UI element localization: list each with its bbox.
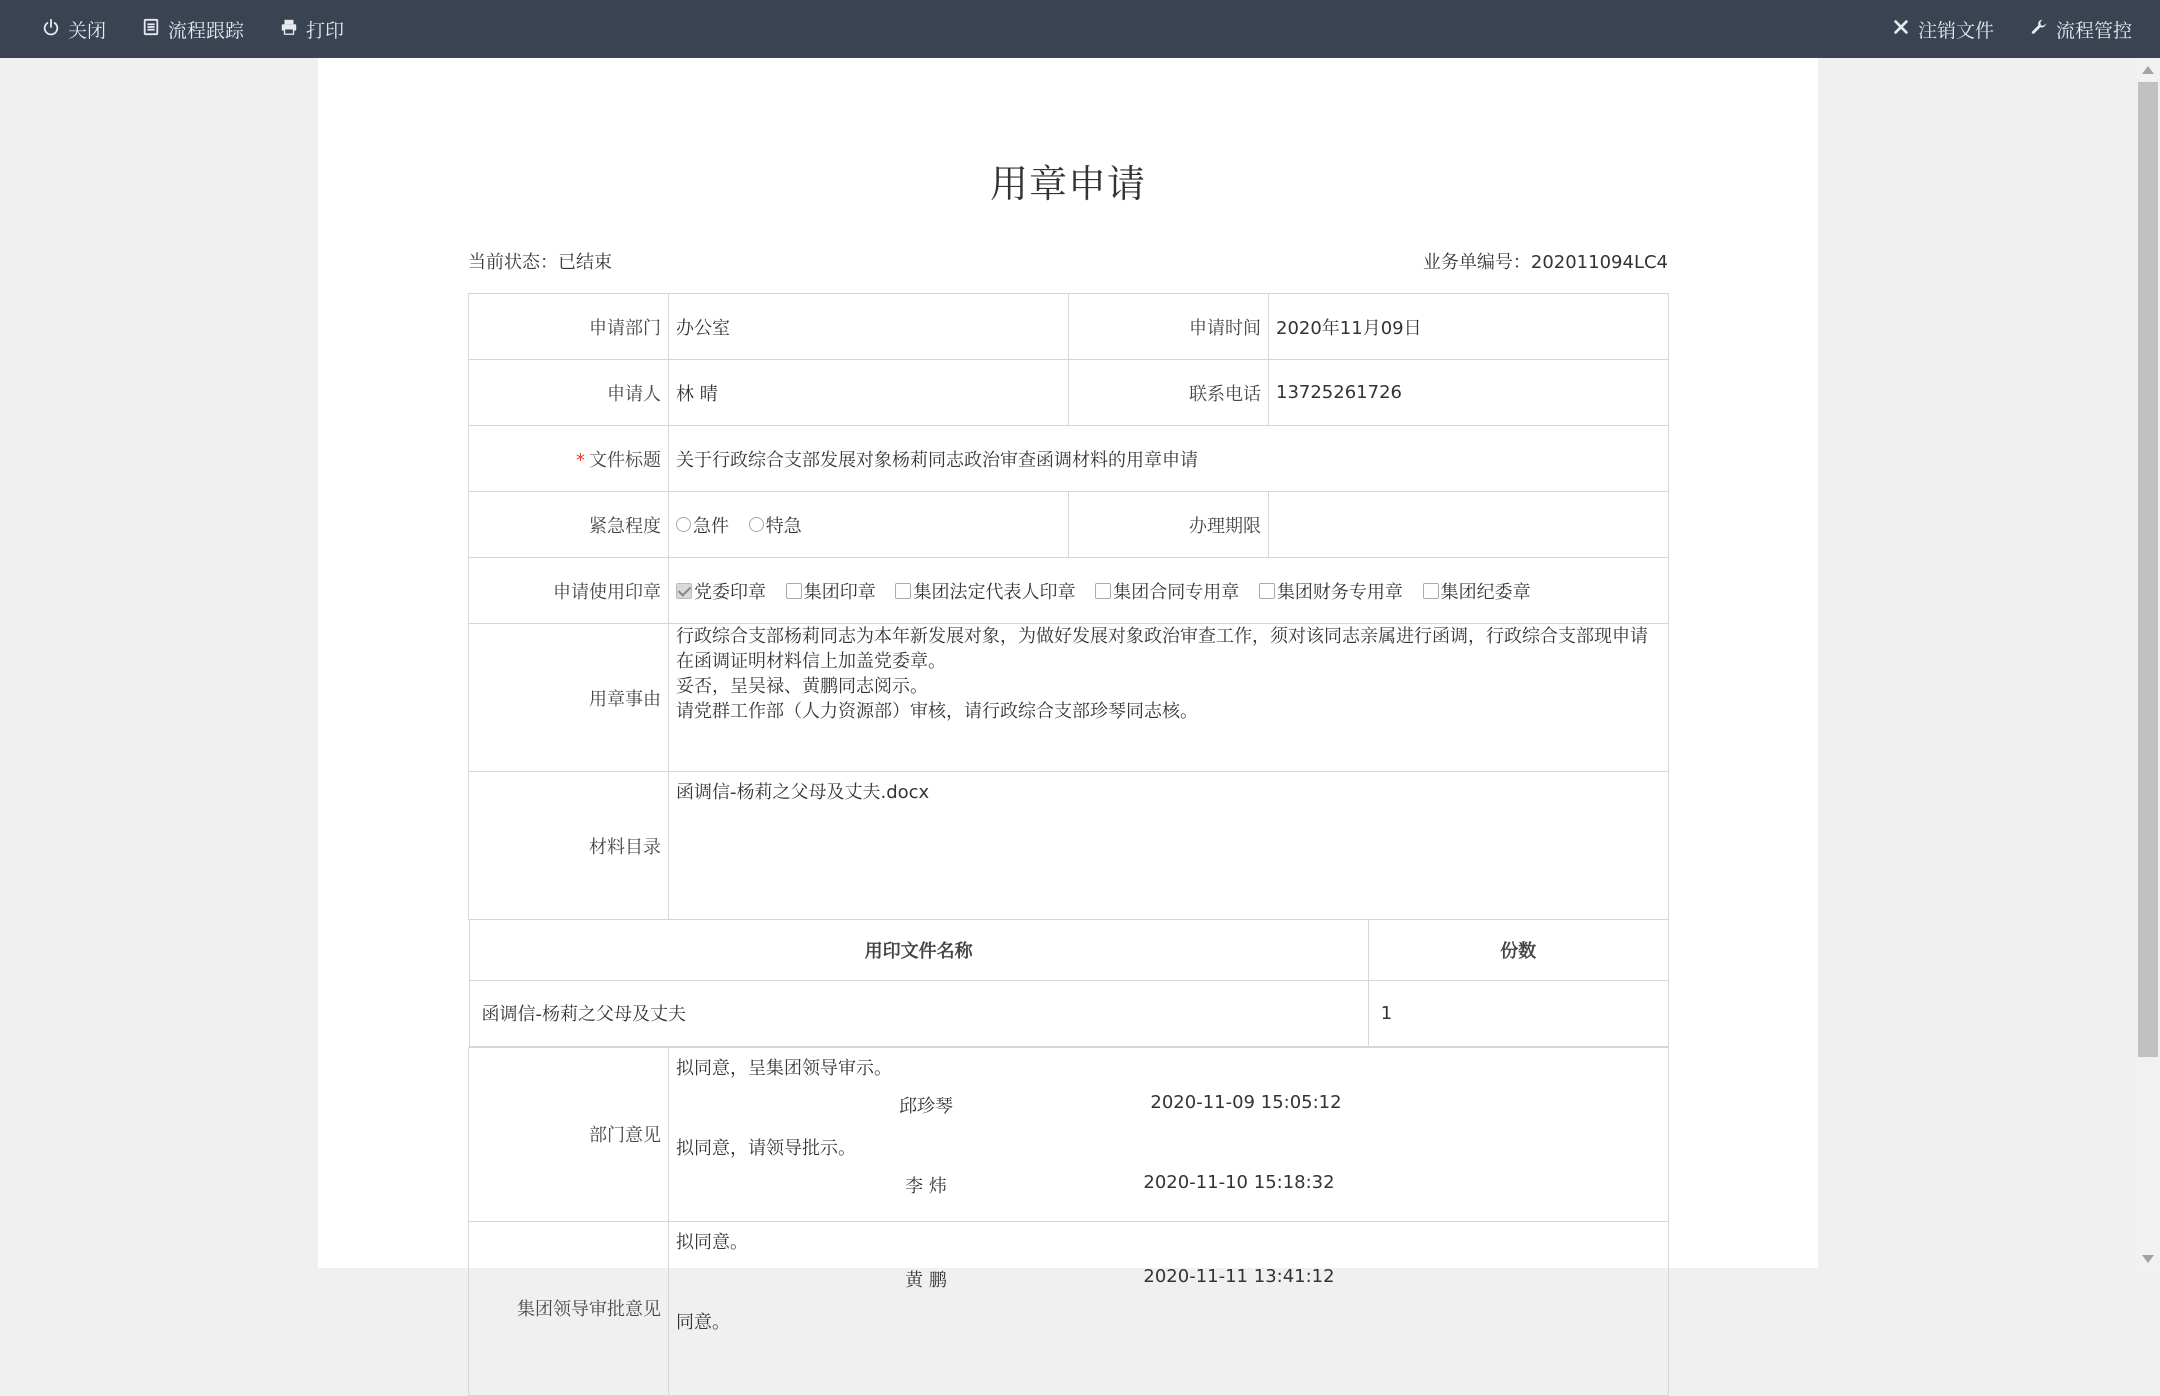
seal-option-party[interactable] xyxy=(676,578,766,604)
toolbar-left-group xyxy=(42,0,344,58)
files-header-name: 用印文件名称 xyxy=(469,920,1368,980)
cancel-file-button[interactable] xyxy=(1892,0,1994,58)
form-row-dept-opinion xyxy=(469,1047,1669,1221)
urgent-label: 急件 xyxy=(693,515,729,537)
order-number xyxy=(1423,248,1668,274)
seal-option-group[interactable] xyxy=(786,578,876,604)
reason-line: 妥否，呈吴禄、黄鹏同志阅示。 xyxy=(676,676,928,697)
scroll-down-arrow-icon[interactable] xyxy=(2142,1255,2154,1263)
application-form xyxy=(468,293,1669,1396)
scroll-up-arrow-icon[interactable] xyxy=(2142,66,2154,74)
finance-seal-checkbox[interactable] xyxy=(1259,583,1275,599)
reason-label: 用章事由 xyxy=(469,624,669,772)
materials-label: 材料目录 xyxy=(469,772,669,920)
opinion-time: 2020-11-09 15:05:12 xyxy=(1150,1091,1342,1113)
opinion-entry xyxy=(676,1302,1661,1382)
file-title-label: 文件标题 xyxy=(589,449,661,471)
dept-label: 申请部门 xyxy=(469,294,669,360)
materials-attachment-link[interactable]: 函调信-杨莉之父母及丈夫.docx xyxy=(676,782,930,803)
print-button-label: 打印 xyxy=(306,19,345,42)
contract-seal-label: 集团合同专用章 xyxy=(1113,581,1240,603)
process-tracking-button[interactable] xyxy=(142,0,244,58)
order-number-value: 202011094LC4 xyxy=(1530,252,1668,273)
discipline-seal-checkbox[interactable] xyxy=(1423,583,1439,599)
files-table-cell xyxy=(469,920,1669,1048)
opinion-entry xyxy=(676,1128,1661,1208)
form-row-files-table xyxy=(469,920,1669,1048)
group-seal-label: 集团印章 xyxy=(803,581,876,603)
close-button-label: 关闭 xyxy=(68,19,107,42)
form-row-materials xyxy=(469,772,1669,920)
phone-value: 13725261726 xyxy=(1269,360,1669,426)
applicant-label: 申请人 xyxy=(469,360,669,426)
legal-rep-seal-label: 集团法定代表人印章 xyxy=(913,581,1076,603)
file-title-value: 关于行政综合支部发展对象杨莉同志政治审查函调材料的用章申请 xyxy=(669,426,1669,492)
process-tracking-label: 流程跟踪 xyxy=(168,19,245,42)
apply-time-label: 申请时间 xyxy=(1069,294,1269,360)
page-title: 用章申请 xyxy=(989,162,1146,206)
party-seal-checkbox[interactable] xyxy=(676,583,692,599)
file-title-label-cell xyxy=(469,426,669,492)
urgency-label: 紧急程度 xyxy=(469,492,669,558)
form-row-urgency xyxy=(469,492,1669,558)
close-icon xyxy=(1892,18,1910,41)
opinion-text: 拟同意，呈集团领导审示。 xyxy=(676,1057,892,1079)
leader-opinion-cell xyxy=(669,1221,1669,1395)
phone-label: 联系电话 xyxy=(1069,360,1269,426)
opinion-signer: 李 炜 xyxy=(905,1175,947,1197)
reason-line: 行政综合支部杨莉同志为本年新发展对象，为做好发展对象政治审查工作，须对该同志亲属进行函调，行政综合支部现申请 xyxy=(676,626,1648,647)
opinion-time: 2020-11-11 13:41:12 xyxy=(1143,1265,1335,1287)
reason-line: 请党群工作部（人力资源部）审核，请行政综合支部珍琴同志核。 xyxy=(676,701,1198,722)
urgency-options xyxy=(669,492,1069,558)
apply-time-value: 2020年11月09日 xyxy=(1269,294,1669,360)
dept-opinion-cell xyxy=(669,1047,1669,1221)
form-row-leader-opinion xyxy=(469,1221,1669,1395)
form-row-file-title xyxy=(469,426,1669,492)
deadline-value xyxy=(1269,492,1669,558)
form-row-dept xyxy=(469,294,1669,360)
files-table-header xyxy=(469,920,1668,980)
current-status xyxy=(468,248,612,274)
file-row-name: 函调信-杨莉之父母及丈夫 xyxy=(469,980,1368,1046)
urgent-radio[interactable] xyxy=(676,517,691,532)
printer-icon xyxy=(280,18,298,41)
document-sheet xyxy=(318,58,1818,1333)
toolbar-right-group xyxy=(1892,0,2132,58)
print-button[interactable] xyxy=(280,0,344,58)
opinion-time: 2020-11-10 15:18:32 xyxy=(1143,1171,1335,1193)
files-header-count: 份数 xyxy=(1368,920,1668,980)
legal-rep-seal-checkbox[interactable] xyxy=(895,583,911,599)
very-urgent-label: 特急 xyxy=(765,515,802,537)
opinion-text: 同意。 xyxy=(676,1311,730,1333)
party-seal-label: 党委印章 xyxy=(694,581,766,603)
dept-opinion-label: 部门意见 xyxy=(469,1047,669,1221)
process-control-button[interactable] xyxy=(2030,0,2132,58)
materials-cell xyxy=(669,772,1669,920)
form-row-reason xyxy=(469,624,1669,772)
form-row-applicant xyxy=(469,360,1669,426)
opinion-signer: 邱珍琴 xyxy=(899,1095,953,1117)
urgency-option-very-urgent[interactable] xyxy=(749,512,802,538)
discipline-seal-label: 集团纪委章 xyxy=(1440,581,1531,603)
cancel-file-label: 注销文件 xyxy=(1917,19,1994,42)
seal-option-legal-rep[interactable] xyxy=(895,578,1075,604)
deadline-label: 办理期限 xyxy=(1069,492,1269,558)
urgency-option-urgent[interactable] xyxy=(676,512,729,538)
leader-opinion-label: 集团领导审批意见 xyxy=(469,1221,669,1395)
wrench-icon xyxy=(2030,18,2048,41)
opinion-signer: 黄 鹏 xyxy=(905,1269,947,1291)
dept-value: 办公室 xyxy=(669,294,1069,360)
seal-option-contract[interactable] xyxy=(1095,578,1239,604)
opinion-text: 拟同意。 xyxy=(676,1231,748,1253)
seal-files-table xyxy=(469,920,1669,1047)
group-seal-checkbox[interactable] xyxy=(786,583,802,599)
seal-label: 申请使用印章 xyxy=(469,558,669,624)
current-status-value: 已结束 xyxy=(558,252,612,273)
file-row-count: 1 xyxy=(1368,980,1668,1046)
vertical-scrollbar[interactable] xyxy=(2136,58,2160,1271)
opinion-entry xyxy=(676,1048,1661,1128)
required-marker: * xyxy=(576,449,585,471)
reason-value xyxy=(669,624,1669,772)
form-row-seals xyxy=(469,558,1669,624)
finance-seal-label: 集团财务专用章 xyxy=(1276,581,1403,603)
top-toolbar xyxy=(0,0,2160,58)
seal-option-finance[interactable] xyxy=(1259,578,1403,604)
reason-line: 在函调证明材料信上加盖党委章。 xyxy=(676,651,946,672)
process-control-label: 流程管控 xyxy=(2055,19,2132,42)
applicant-value: 林 晴 xyxy=(669,360,1069,426)
opinion-entry xyxy=(676,1222,1661,1302)
seal-options xyxy=(669,558,1669,624)
table-row xyxy=(469,980,1668,1046)
scrollbar-thumb[interactable] xyxy=(2138,82,2158,1057)
close-button[interactable] xyxy=(42,0,106,58)
power-icon xyxy=(42,18,60,41)
very-urgent-radio[interactable] xyxy=(749,517,764,532)
seal-option-discipline[interactable] xyxy=(1423,578,1531,604)
order-number-label: 业务单编号： xyxy=(1422,252,1531,273)
current-status-label: 当前状态： xyxy=(468,252,558,273)
opinion-text: 拟同意，请领导批示。 xyxy=(676,1137,856,1159)
list-icon xyxy=(142,18,160,41)
contract-seal-checkbox[interactable] xyxy=(1095,583,1111,599)
